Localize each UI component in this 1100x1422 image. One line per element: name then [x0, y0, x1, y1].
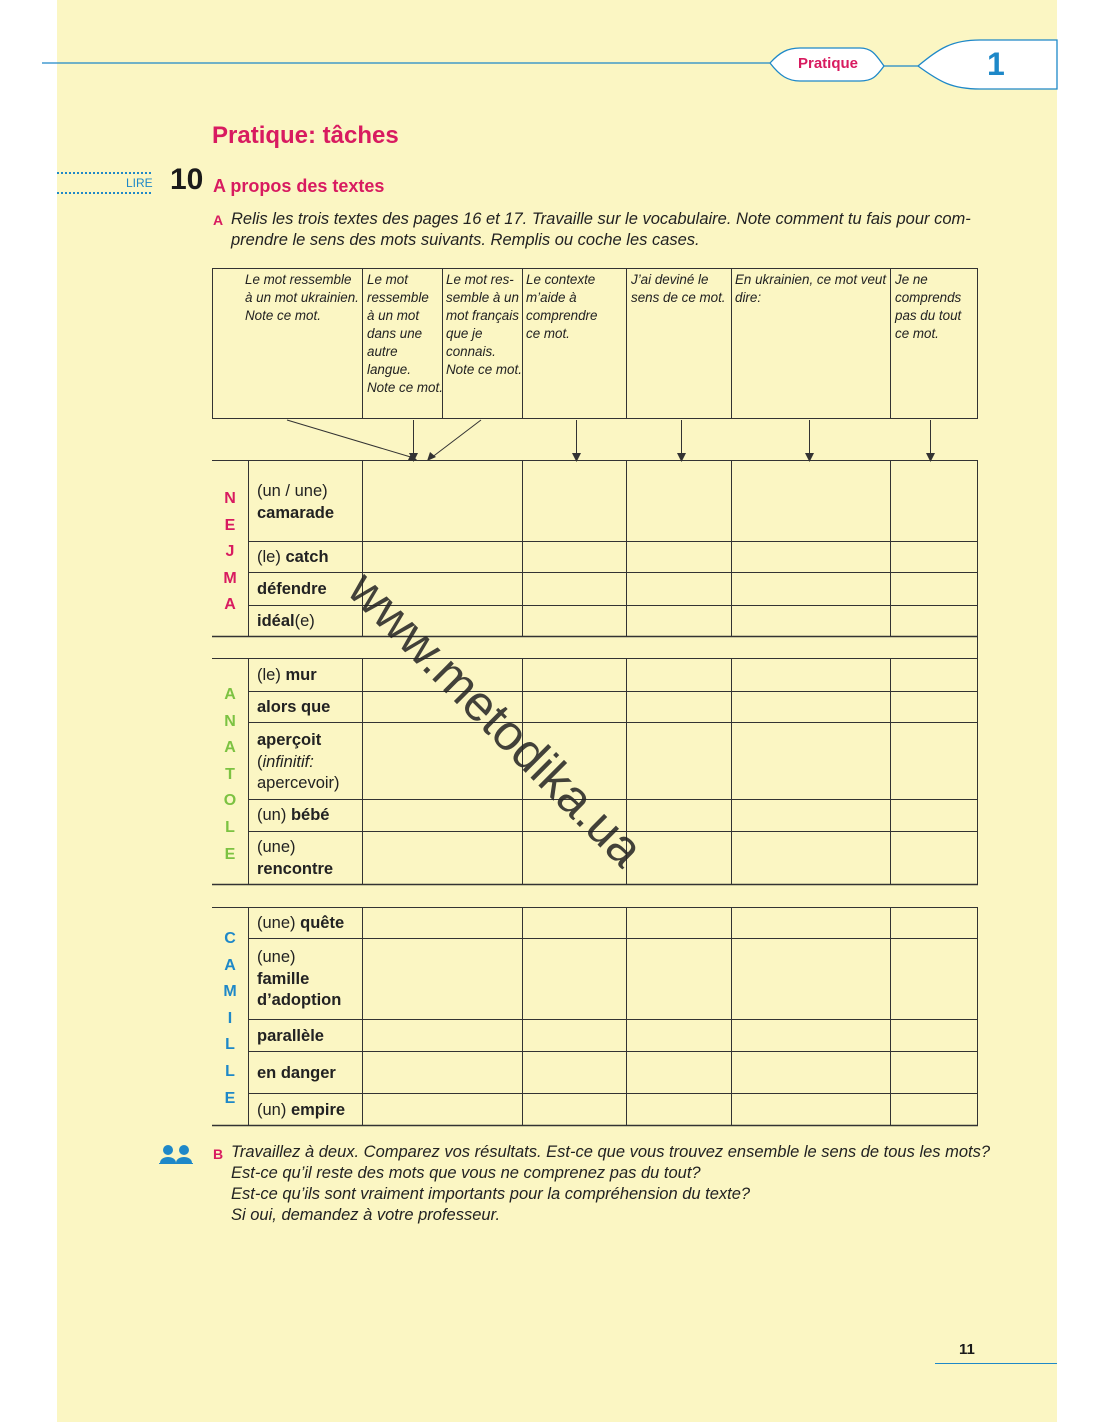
group-name-camille: C A M I L L E	[223, 930, 237, 1107]
header-cell-ukrainian-meaning: En ukrainien, ce mot veut dire:	[735, 272, 887, 305]
page-number: 11	[959, 1341, 975, 1358]
part-a-letter: A	[213, 212, 224, 228]
vocab-word: (un) empire	[257, 1101, 346, 1119]
part-a-line: prendre le sens des mots suivants. Remplis ou coche les cases.	[231, 231, 700, 249]
vocab-word: parallèle	[257, 1027, 324, 1045]
vocab-word: défendre	[257, 580, 327, 598]
exercise-title: A propos des textes	[213, 176, 385, 196]
vocab-word: (un) bébé	[257, 806, 330, 824]
vocab-word: (une) famille d’adoption	[257, 948, 342, 1009]
pair-work-icon	[159, 1144, 193, 1164]
header-cell-not-understood: Je ne comprends pas du tout ce mot.	[895, 272, 962, 341]
group-name-anatole: A N A T O L E	[223, 686, 237, 863]
group-name-nejma: N E J M A	[223, 490, 237, 614]
watermark: www.metodika.ua	[337, 560, 655, 878]
header-cell-context: Le contexte m’aide à comprendre ce mot.	[526, 272, 598, 341]
vocab-word: (une) rencontre	[257, 838, 334, 878]
chapter-number: 1	[987, 46, 1005, 82]
section-title: Pratique: tâches	[212, 122, 399, 149]
vocab-word: alors que	[257, 698, 331, 716]
header-cell-other-language: Le mot ressemble à un mot dans une autre langue. Note ce mot.	[367, 272, 443, 395]
exercise-number: 10	[170, 163, 204, 196]
header-cell-french-similar: Le mot res- semble à un mot français que je connais. Note ce mot.	[446, 272, 522, 377]
vocab-word: (le) catch	[257, 548, 329, 566]
part-a-line: Relis les trois textes des pages 16 et 17. Travaille sur le vocabulaire. Note comment tu fais pour com-	[231, 210, 971, 228]
header-tab-label: Pratique	[798, 55, 859, 72]
vocab-word: (une) quête	[257, 914, 345, 932]
header-cell-ukrainian-similar: Le mot ressemble à un mot ukrainien. Note ce mot.	[245, 272, 359, 323]
skill-label: LIRE	[126, 176, 153, 190]
header-cell-guessed: J’ai deviné le sens de ce mot.	[631, 272, 726, 305]
vocab-word: en danger	[257, 1064, 336, 1082]
part-b-instructions: Travaillez à deux. Comparez vos résultats. Est-ce que vous trouvez ensemble le sens de tous les mots? Est-ce qu’il reste des mots que vous ne comprenez pas du tout? Est-ce qu’ils sont vraiment importants pour la compréhension du texte? Si oui, demandez à votre professeur.	[231, 1143, 991, 1224]
part-b-letter: B	[213, 1146, 224, 1162]
footer-rule	[935, 1363, 1057, 1364]
vocab-word: idéal(e)	[257, 612, 315, 630]
vocab-word: aperçoit (infinitif: apercevoir)	[257, 731, 340, 792]
vocab-word: (le) mur	[257, 666, 317, 684]
vocab-word: (un / une) camarade	[257, 482, 335, 522]
